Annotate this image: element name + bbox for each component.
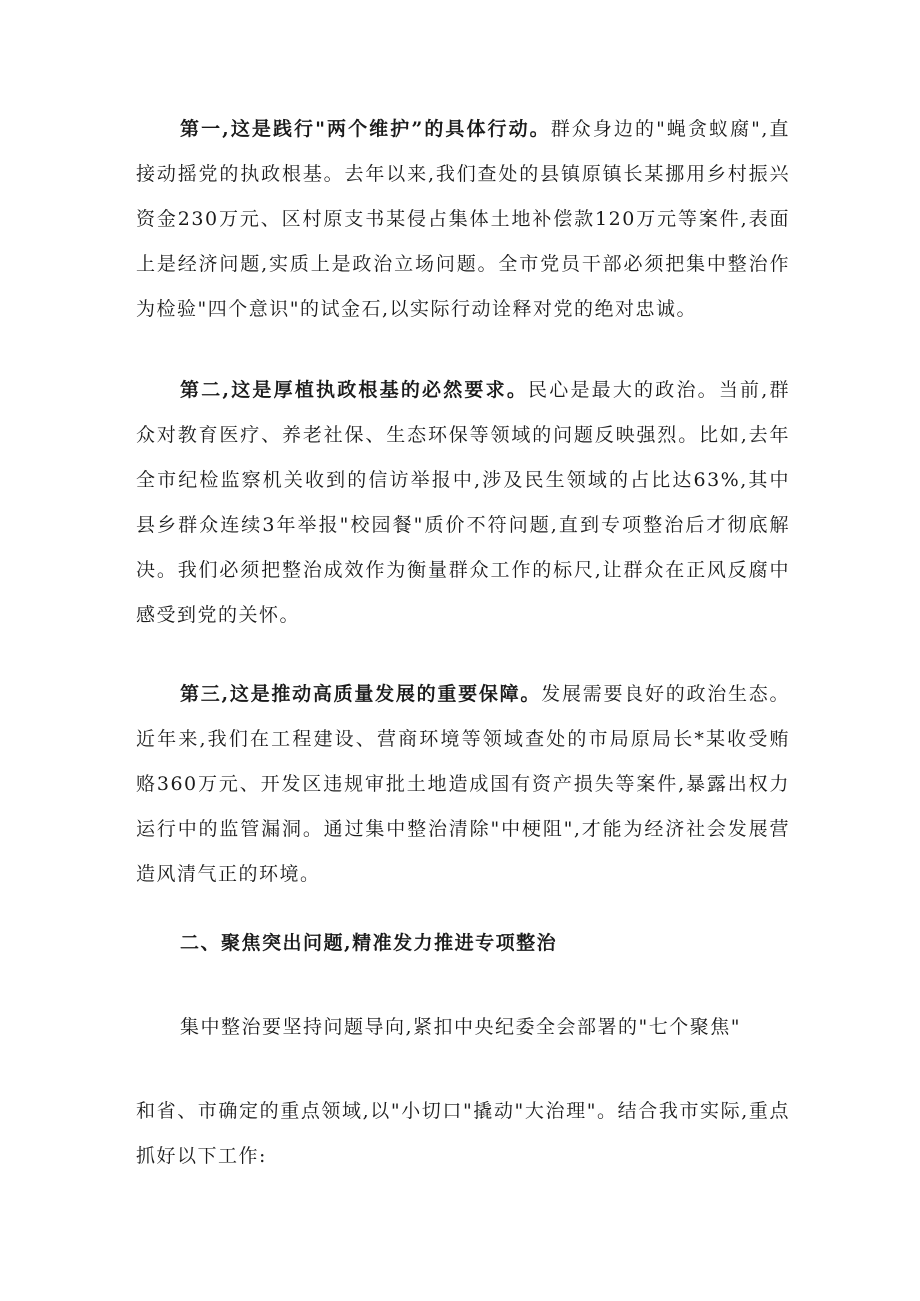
paragraph-lead: 第二,这是厚植执政根基的必然要求。 xyxy=(180,379,529,401)
paragraph-first xyxy=(136,107,790,332)
paragraph-lead: 第一,这是践行"两个维护”的具体行动。 xyxy=(180,118,551,140)
closing-paragraph-line2: 和省、市确定的重点领域,以"小切口"撬动"大治理"。结合我市实际,重点抓好以下工作: xyxy=(136,1100,790,1167)
paragraph-lead: 第三,这是推动高质量发展的重要保障。 xyxy=(180,683,542,705)
paragraph-third xyxy=(136,672,790,897)
paragraph-body: 发展需要良好的政治生态。近年来,我们在工程建设、营商环境等领域查处的市局原局长*某收受贿赂360万元、开发区违规审批土地造成国有资产损失等案件,暴露出权力运行中的监管漏洞。通过集中整治清除"中梗阻",才能为经济社会发展营造风清气正的环境。 xyxy=(136,683,790,885)
paragraph-body: 民心是最大的政治。当前,群众对教育医疗、养老社保、生态环保等领域的问题反映强烈。比如,去年全市纪检监察机关收到的信访举报中,涉及民生领域的占比达63%,其中县乡群众连续3年举报"校园餐"质价不符问题,直到专项整治后才彻底解决。我们必须把整治成效作为衡量群众工作的标尺,让群众在正风反腐中感受到党的关怀。 xyxy=(136,379,790,626)
section-heading: 二、聚焦突出问题,精准发力推进专项整治 xyxy=(180,932,558,954)
closing-paragraph-line1: 集中整治要坚持问题导向,紧扣中央纪委全会部署的"七个聚焦" xyxy=(180,1016,742,1038)
paragraph-body: 群众身边的"蝇贪蚁腐",直接动摇党的执政根基。去年以来,我们查处的县镇原镇长某挪用乡村振兴资金230万元、区村原支书某侵占集体土地补偿款120万元等案件,表面上是经济问题,实质上是政治立场问题。全市党员干部必须把集中整治作为检验"四个意识"的试金石,以实际行动诠释对党的绝对忠诚。 xyxy=(136,118,790,320)
paragraph-second xyxy=(136,368,790,638)
